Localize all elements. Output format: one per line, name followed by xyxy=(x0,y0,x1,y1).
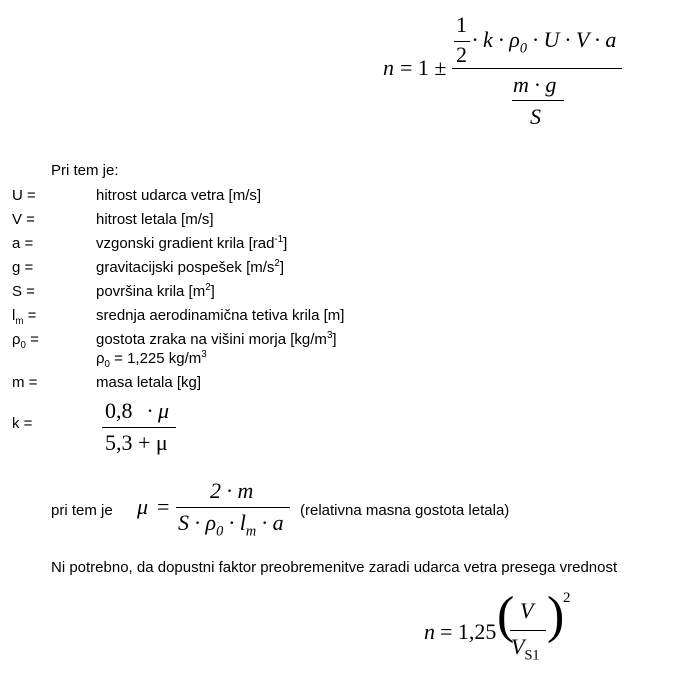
def-symbol: S = xyxy=(12,283,35,300)
formula-half-num: 1 xyxy=(456,12,467,37)
formula-main-bar xyxy=(452,68,622,69)
k-denominator: 5,3 + μ xyxy=(105,430,168,455)
def-description: hitrost letala [m/s] xyxy=(96,211,214,228)
k-fraction-bar xyxy=(102,427,176,428)
mu-numerator: 2 · m xyxy=(210,478,254,503)
limit-n-symbol: n xyxy=(424,619,435,644)
mu-note: (relativna masna gostota letala) xyxy=(300,502,510,519)
def-description: površina krila $[m^2]$ xyxy=(96,282,215,300)
k-label: k = xyxy=(12,415,33,432)
rho-value: $\rho_0 = 1,225$ $kg/m^3$ xyxy=(96,349,207,370)
def-description: masa letala [kg] xyxy=(96,374,202,391)
formula-bottom-den: S xyxy=(530,104,541,129)
def-symbol: $\rho_0$ = xyxy=(12,331,39,351)
limit-left-paren: ( xyxy=(497,587,515,644)
formula-half-den: 2 xyxy=(456,42,467,67)
def-symbol: U = xyxy=(12,187,36,204)
statement-text: Ni potrebno, da dopustni faktor preobremenitve zaradi udarca vetra presega vrednost xyxy=(51,559,618,576)
def-symbol: g = xyxy=(12,259,34,276)
formula-bottom-num: m · g xyxy=(513,72,557,97)
def-description: gravitacijski pospešek $[m/s^2]$ xyxy=(96,258,285,276)
formula-eq-one-pm: = 1 ± xyxy=(400,55,447,80)
def-symbol: m = xyxy=(12,374,38,391)
def-symbol: a = xyxy=(12,235,34,252)
mu-symbol: μ xyxy=(137,494,149,519)
intro-text: Pri tem je: xyxy=(51,162,119,179)
k-numerator-mu: · μ xyxy=(147,398,170,423)
def-description: hitrost udarca vetra [m/s] xyxy=(96,187,262,204)
limit-numerator: V xyxy=(520,598,534,623)
k-numerator: 0,8 xyxy=(105,398,133,423)
def-description: srednja aerodinamična tetiva krila [m] xyxy=(96,307,345,324)
def-description: vzgonski gradient krila [rad$^{-1}$] xyxy=(96,234,288,252)
def-description: gostota zraka na višini morja $[kg/m^3]$ xyxy=(96,330,337,348)
limit-equals-coeff: = 1,25 xyxy=(440,619,497,644)
def-symbol: $l_m$ = xyxy=(12,307,37,327)
limit-denominator: $V_{S1}$ xyxy=(511,634,540,664)
limit-right-paren: ) xyxy=(547,587,565,644)
def-symbol: V = xyxy=(12,211,35,228)
formula-top-numerator: · $k \cdot \rho_0 \cdot U \cdot V \cdot a$ xyxy=(472,27,617,57)
mu-fraction-bar xyxy=(176,507,290,508)
formula-n-symbol: n xyxy=(383,55,394,80)
formula-bottom-bar xyxy=(512,100,564,101)
limit-exponent: 2 xyxy=(563,590,571,606)
mu-equals: = xyxy=(157,494,170,519)
limit-fraction-bar xyxy=(510,630,546,631)
mu-prefix: pri tem je xyxy=(51,502,113,519)
mu-denominator: $S \cdot \rho_0 \cdot l_m \cdot a$ xyxy=(178,510,284,540)
